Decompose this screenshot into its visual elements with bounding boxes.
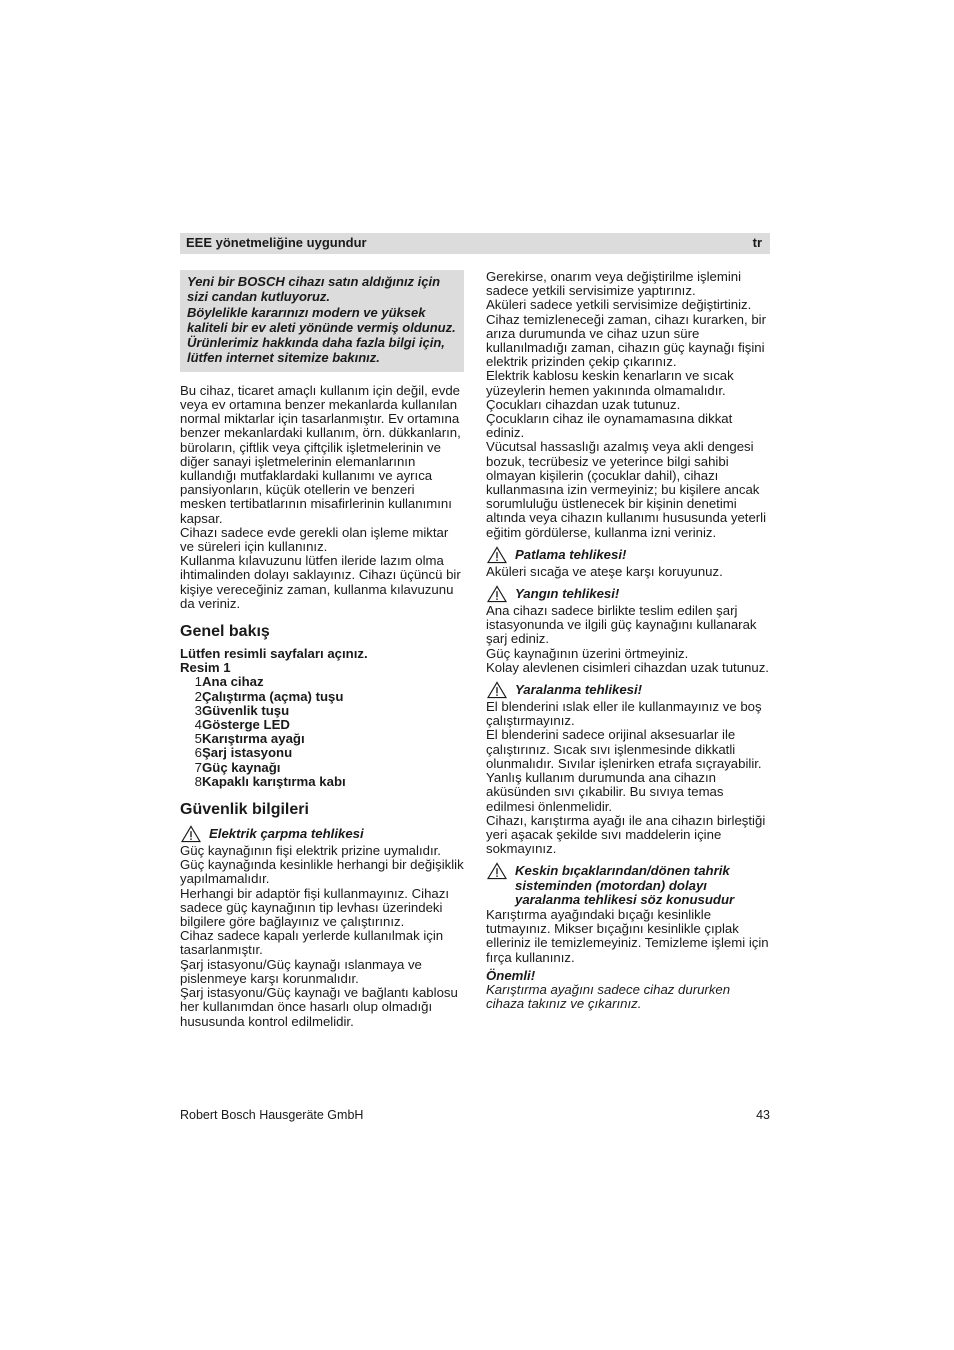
part-number: 6 [194, 745, 202, 761]
safety-paragraph: Ana cihazı sadece birlikte teslim edilen şarj istasyonunda ve ilgili güç kaynağını kullanarak şarj ediniz. [486, 603, 757, 647]
overview-instruction: Lütfen resimli sayfaları açınız. [180, 646, 368, 662]
intro-congrats: Yeni bir BOSCH cihazı satın aldığınız için sizi candan kutluyoruz. [187, 274, 441, 305]
warning-title: Yaralanma tehlikesi! [515, 682, 643, 698]
intro-box [180, 270, 464, 372]
part-label: Güç kaynağı [202, 759, 281, 775]
warning-blades-heading [486, 864, 770, 907]
important-text: Karıştırma ayağını sadece cihaz dururken cihaza takınız ve çıkarınız. [486, 981, 731, 1012]
safety-paragraph: Güç kaynağının üzerini örtmeyiniz. [486, 645, 689, 661]
safety-paragraph: Cihaz temizleneceği zaman, cihazı kurarken, bir arıza durumunda ve cihaz uzun süre kullanılmadığı zaman, cihazın güç kaynağı fişini elektrik prizinden çekip çıkarınız. [486, 311, 766, 370]
list-item [180, 746, 464, 760]
part-label: Kapaklı karıştırma kabı [202, 773, 346, 789]
list-item [180, 675, 464, 689]
safety-paragraph: Güç kaynağının fişi elektrik prizine uymalıdır. Güç kaynağında kesinlikle herhangi bir değişiklik yapılmamalıdır. [180, 843, 464, 887]
part-number: 7 [194, 759, 202, 775]
safety-paragraph: Cihaz sadece kapalı yerlerde kullanılmak için tasarlanmıştır. [180, 928, 444, 958]
usage-paragraph: Kullanma kılavuzunu lütfen ileride lazım olma ihtimalinden dolayı saklayınız. Cihazı üçüncü bir kişiye vereceğiniz zaman, kullanma kılavuzunu da veriniz. [180, 553, 461, 611]
warning-triangle-icon [180, 825, 202, 843]
safety-paragraph: Elektrik kablosu keskin kenarların ve sıcak yüzeylerin hemen yakınında olmamalıdır. [486, 368, 734, 398]
safety-paragraph: Şarj istasyonu/Güç kaynağı ve bağlantı kablosu her kullanımdan önce hasarlı olup olmadığı hususunda kontrol edilmelidir. [180, 985, 458, 1029]
warning-title: Patlama tehlikesi! [515, 546, 627, 562]
intro-product-info: Böylelikle kararınızı modern ve yüksek kaliteli bir ev aleti yönünde vermiş oldunuz. Ürünlerimiz hakkında daha fazla bilgi için, lütfen internet sitemize bakınız. [187, 304, 456, 366]
safety-paragraph: El blenderini ıslak eller ile kullanmayınız ve boş çalıştırmayınız. [486, 699, 762, 729]
usage-paragraph: Bu cihaz, ticaret amaçlı kullanım için değil, evde veya ev ortamına benzer mekanlarda kullanılan normal miktarlar için tasarlanmıştır. Ev ortamına benzer mekanlardaki kullanım, örn. dükkanların, büroların, çiftlik veya çiftçilik işletmelerinin ve diğer sanayi işletmelerinin elemanlarının kullandığı mutfaklardaki kullanımı ve ayrıca pansiyonların, küçük otellerin ve benzeri mesken tertibatlarının misafirlerinin kullanımını kapsar. [180, 382, 461, 526]
section-title: EEE yönetmeliğine uygundur [186, 235, 367, 251]
safety-paragraph: Çocukların cihaz ile oynamamasına dikkat ediniz. [486, 411, 733, 441]
warning-electric-heading [180, 827, 464, 843]
warning-injury-heading [486, 683, 770, 699]
right-column [486, 270, 770, 1011]
safety-paragraph: Kolay alevlenen cisimleri cihazdan uzak tutunuz. [486, 659, 769, 675]
part-label: Karıştırma ayağı [202, 731, 305, 747]
part-label: Ana cihaz [202, 674, 264, 690]
warning-title: Elektrik çarpma tehlikesi [209, 826, 364, 842]
warning-fire-heading [486, 587, 770, 603]
page-number: 43 [756, 1108, 770, 1122]
safety-paragraph: Cihazı, karıştırma ayağı ile ana cihazın birleştiği yeri aşacak şekilde sıvı maddelerin içine sokmayınız. [486, 812, 766, 857]
overview-heading: Genel bakış [180, 623, 270, 641]
language-code: tr [752, 235, 762, 251]
footer-company: Robert Bosch Hausgeräte GmbH [180, 1108, 364, 1122]
list-item [180, 761, 464, 775]
figure-label: Resim 1 [180, 660, 231, 676]
warning-title: Keskin bıçaklarından/dönen tahrik sisteminden (motordan) dolayı yaralanma tehlikesi söz konusudur [515, 863, 735, 907]
part-number: 3 [194, 702, 202, 718]
list-item [180, 690, 464, 704]
list-item [180, 718, 464, 732]
safety-heading: Güvenlik bilgileri [180, 801, 309, 819]
usage-paragraph: Cihazı sadece evde gerekli olan işleme miktar ve süreleri için kullanınız. [180, 524, 449, 555]
section-header [180, 233, 770, 254]
warning-title: Yangın tehlikesi! [515, 586, 620, 602]
safety-paragraph: Karıştırma ayağındaki bıçağı kesinlikle tutmayınız. Mikser bıçağını kesinlikle çıplak elleriniz ile temizlemeyiniz. Temizleme işlemi için fırça kullanınız. [486, 906, 769, 965]
part-number: 1 [194, 674, 202, 690]
list-item [180, 775, 464, 789]
part-number: 5 [194, 731, 202, 747]
part-label: Güvenlik tuşu [202, 702, 290, 718]
warning-triangle-icon [486, 585, 508, 603]
part-number: 2 [194, 688, 202, 704]
left-column [180, 270, 464, 1029]
part-label: Gösterge LED [202, 717, 290, 733]
safety-paragraph: Gerekirse, onarım veya değiştirilme işlemini sadece yetkili servisimize yaptırınız. [486, 269, 742, 299]
warning-triangle-icon [486, 546, 508, 564]
warning-triangle-icon [486, 681, 508, 699]
warning-triangle-icon [486, 862, 508, 880]
safety-paragraph: Aküleri sıcağa ve ateşe karşı koruyunuz. [486, 563, 723, 579]
part-number: 4 [194, 717, 202, 733]
safety-paragraph: Vücutsal hassaslığı azalmış veya akli dengesi bozuk, tecrübesiz ve yeterince bilgi sahibi olmayan kişilerin (çocuklar dahil), cihazı kullanmasına izin vermeyiniz; bu kişilere ancak sorumluluğu üstlenecek bir kişinin denetimi altında veya cihazın kullanımı hususunda yeterli eğitim gördülerse, kullanma izni veriniz. [486, 439, 767, 540]
warning-explosion-heading [486, 548, 770, 564]
list-item [180, 732, 464, 746]
safety-paragraph: Aküleri sadece yetkili servisimize değiştirtiniz. [486, 297, 752, 313]
safety-paragraph: Herhangi bir adaptör fişi kullanmayınız. Cihazı sadece güç kaynağının tip levhası üzerindeki bilgilere göre bağlayınız ve çalıştırınız. [180, 885, 450, 930]
safety-paragraph: Çocukları cihazdan uzak tutunuz. [486, 396, 681, 412]
important-title: Önemli! [486, 967, 536, 983]
safety-paragraph: Şarj istasyonu/Güç kaynağı ıslanmaya ve pislenmeye karşı korunmalıdır. [180, 956, 422, 986]
part-number: 8 [194, 773, 202, 789]
list-item [180, 704, 464, 718]
part-label: Şarj istasyonu [202, 745, 293, 761]
page-footer [180, 1108, 770, 1122]
safety-paragraph: Yanlış kullanım durumunda ana cihazın aküsünden sıvı çıkabilir. Bu sıvıya temas edilmesi önlenmelidir. [486, 770, 724, 814]
part-label: Çalıştırma (açma) tuşu [202, 688, 344, 704]
safety-paragraph: El blenderini sadece orijinal aksesuarlar ile çalıştırınız. Sıcak sıvı işlenmesinde dikkatli olunmalıdır. Sıvılar işlenirken etrafa sıçrayabilir. [486, 727, 762, 771]
parts-list [180, 675, 464, 789]
